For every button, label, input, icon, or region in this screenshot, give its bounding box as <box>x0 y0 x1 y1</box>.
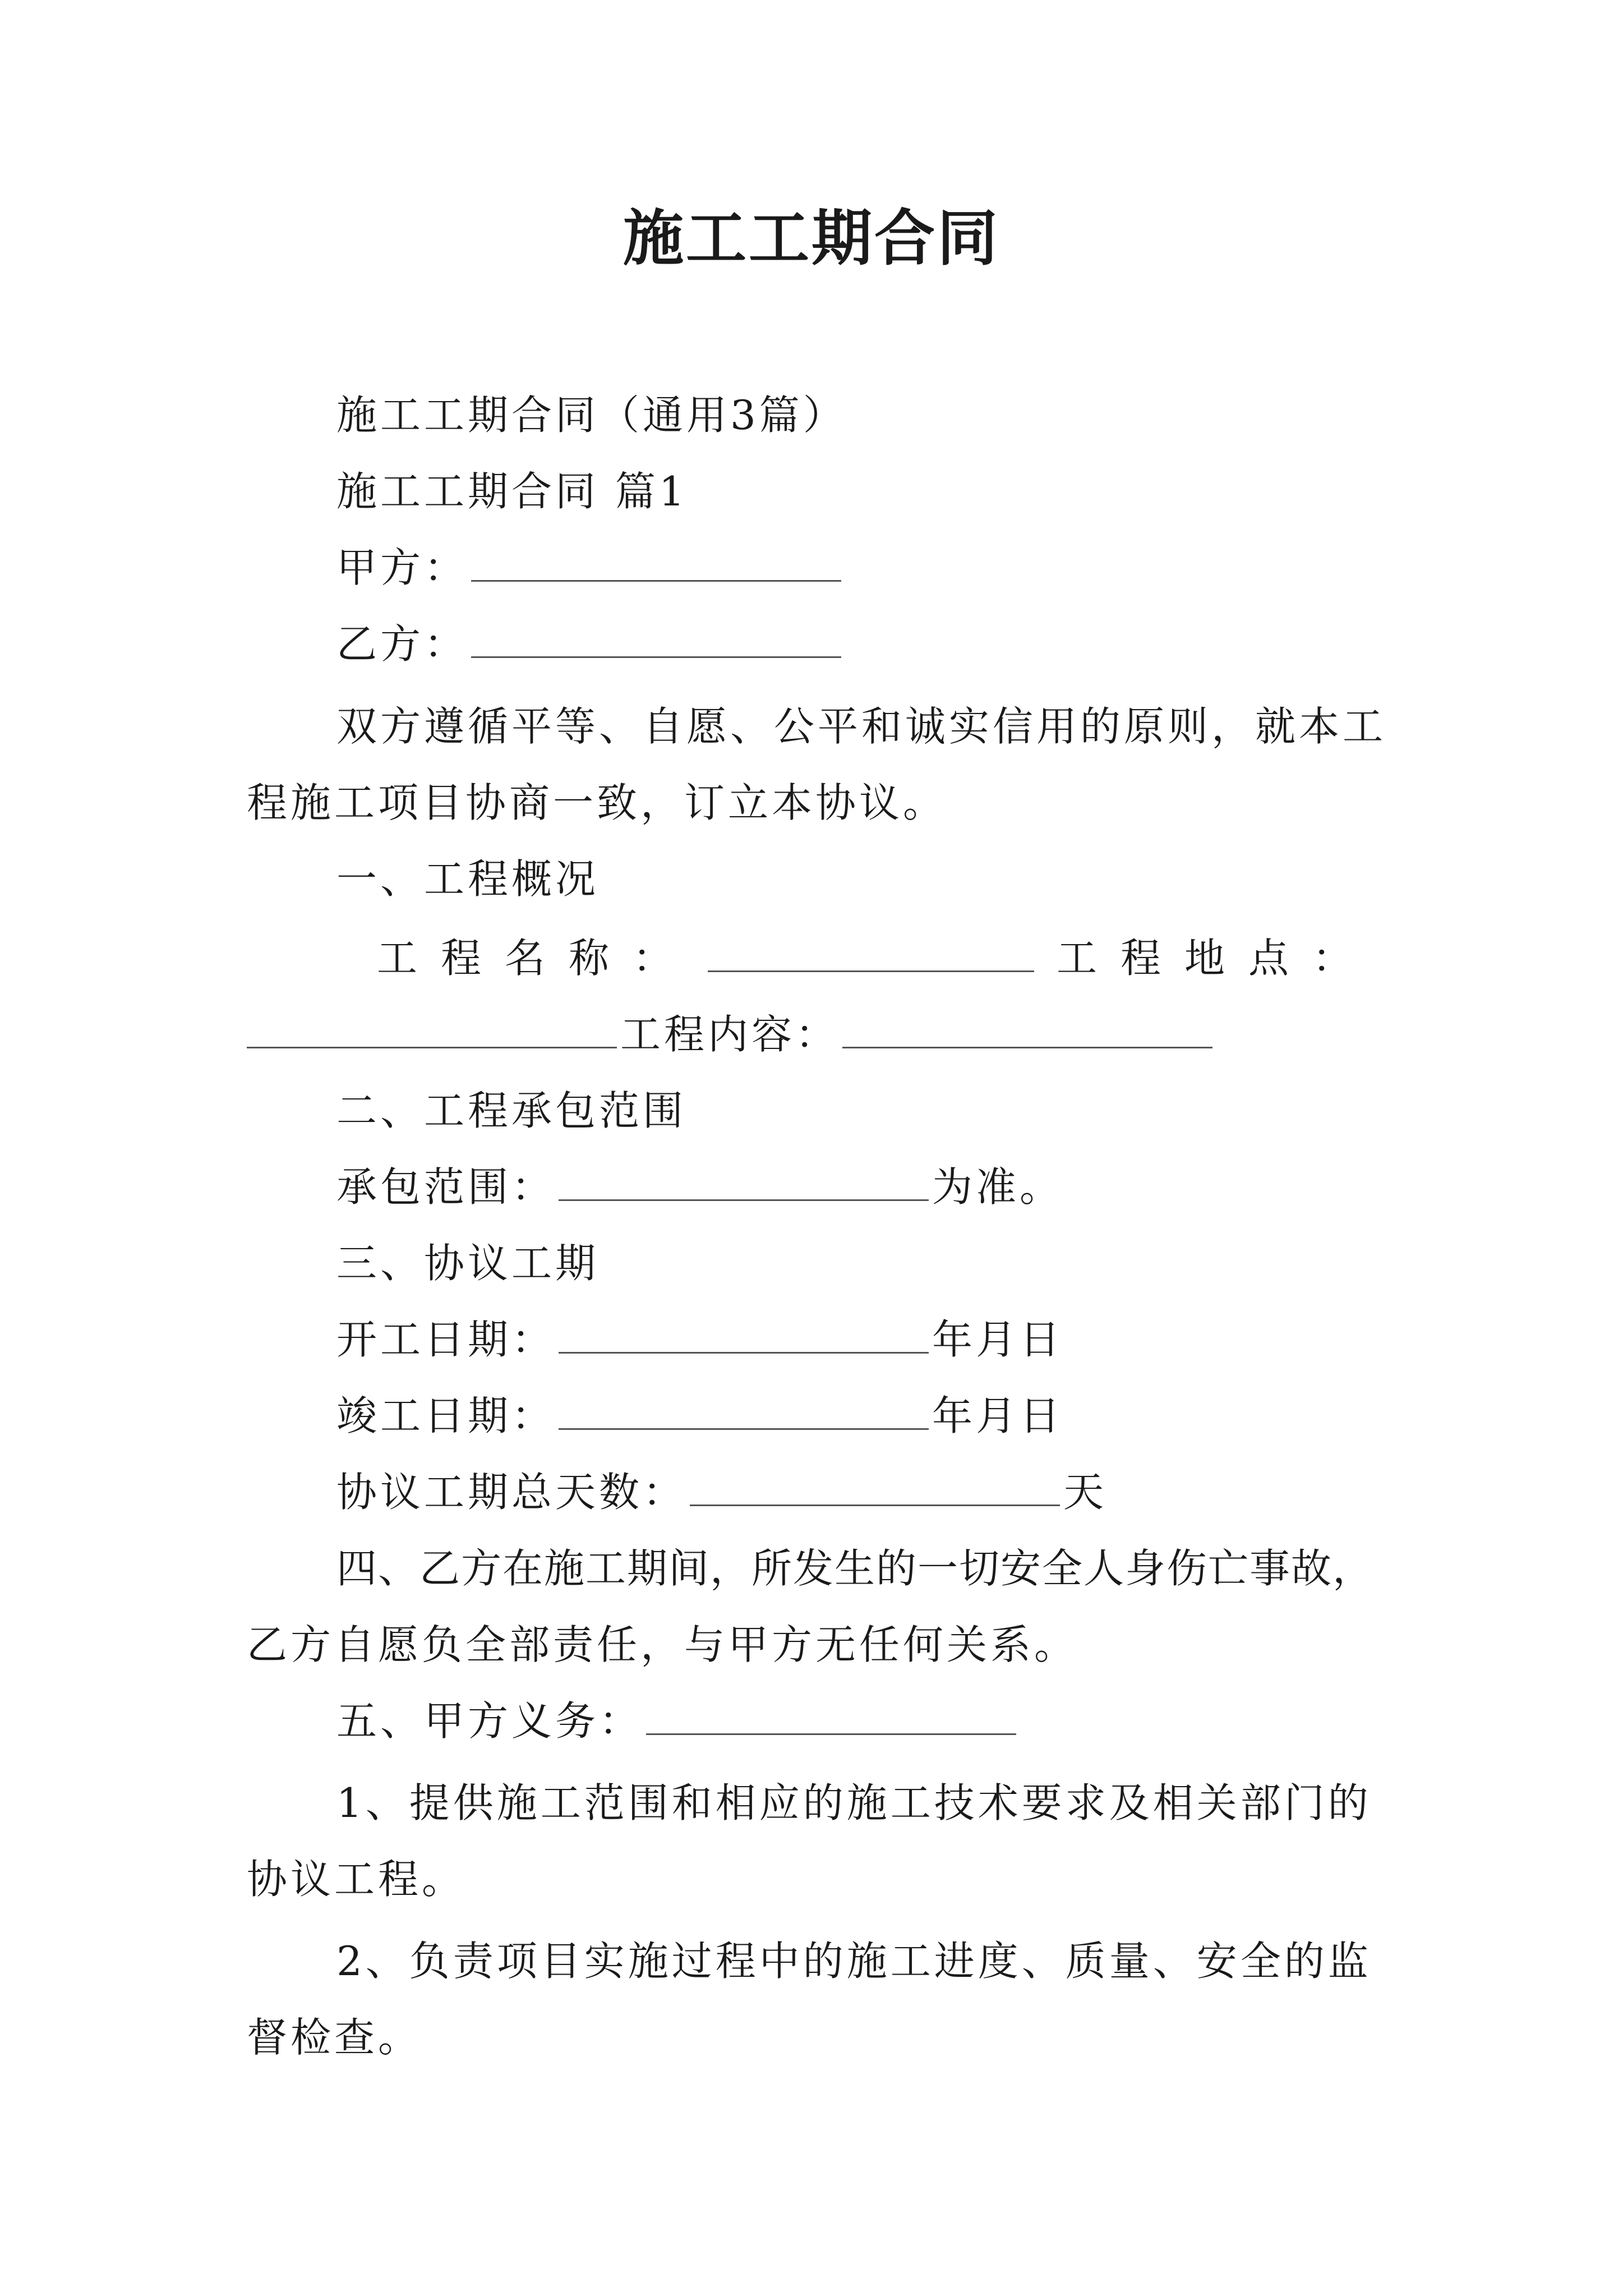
document-title: 施工工期合同 <box>623 203 1000 274</box>
section-1-title: 一、工程概况 <box>336 855 600 903</box>
project-name-label: 工程名称： <box>377 935 697 982</box>
item-1-line-2: 协议工程。 <box>247 1856 466 1903</box>
project-location-label: 工程地点： <box>1056 935 1376 982</box>
total-days-label: 协议工期总天数： <box>336 1469 687 1516</box>
start-date-blank[interactable] <box>559 1317 929 1354</box>
start-date-suffix: 年月日 <box>932 1316 1064 1363</box>
item-2-line-1: 2、负责项目实施过程中的施工进度、质量、安全的监 <box>336 1938 1372 1985</box>
project-location-blank[interactable] <box>247 1012 617 1048</box>
scope-suffix: 为准。 <box>932 1163 1064 1211</box>
section-5-line <box>336 1693 1020 1749</box>
scope-label: 承包范围： <box>336 1163 556 1211</box>
project-name-location-line <box>377 930 1376 986</box>
section-5-label: 五、甲方义务： <box>336 1697 643 1745</box>
end-date-blank[interactable] <box>559 1393 929 1430</box>
item-2-line-2: 督检查。 <box>247 2014 422 2061</box>
project-content-blank[interactable] <box>842 1012 1212 1048</box>
end-date-line <box>336 1388 1063 1444</box>
party-a-label: 甲方： <box>336 544 468 591</box>
party-a-line <box>336 540 845 596</box>
party-a-blank[interactable] <box>471 545 841 582</box>
total-days-blank[interactable] <box>690 1470 1060 1506</box>
end-date-suffix: 年月日 <box>932 1392 1064 1439</box>
section-2-title: 二、工程承包范围 <box>336 1087 687 1134</box>
subtitle: 施工工期合同（通用3篇） <box>336 392 847 439</box>
project-content-label: 工程内容： <box>620 1011 840 1058</box>
intro-line-1: 双方遵循平等、自愿、公平和诚实信用的原则，就本工 <box>336 703 1387 750</box>
start-date-line <box>336 1312 1063 1368</box>
section-heading: 施工工期合同 篇1 <box>336 468 688 515</box>
item-1-line-1: 1、提供施工范围和相应的施工技术要求及相关部门的 <box>336 1779 1372 1826</box>
party-b-blank[interactable] <box>471 622 841 658</box>
intro-line-2: 程施工项目协商一致，订立本协议。 <box>247 779 947 826</box>
party-b-line <box>336 616 845 672</box>
total-days-suffix: 天 <box>1063 1469 1108 1516</box>
section-4-line-2: 乙方自愿负全部责任，与甲方无任何关系。 <box>247 1621 1078 1668</box>
scope-line <box>336 1159 1063 1215</box>
project-content-line <box>247 1006 1216 1062</box>
project-name-blank[interactable] <box>708 936 1034 972</box>
section-3-title: 三、协议工期 <box>336 1240 600 1287</box>
scope-blank[interactable] <box>559 1165 929 1201</box>
start-date-label: 开工日期： <box>336 1316 556 1363</box>
total-days-line <box>336 1464 1107 1520</box>
section-5-blank[interactable] <box>646 1699 1016 1735</box>
party-b-label: 乙方： <box>336 620 468 668</box>
section-4-line-1: 四、乙方在施工期间，所发生的一切安全人身伤亡事故， <box>336 1545 1375 1592</box>
end-date-label: 竣工日期： <box>336 1392 556 1439</box>
